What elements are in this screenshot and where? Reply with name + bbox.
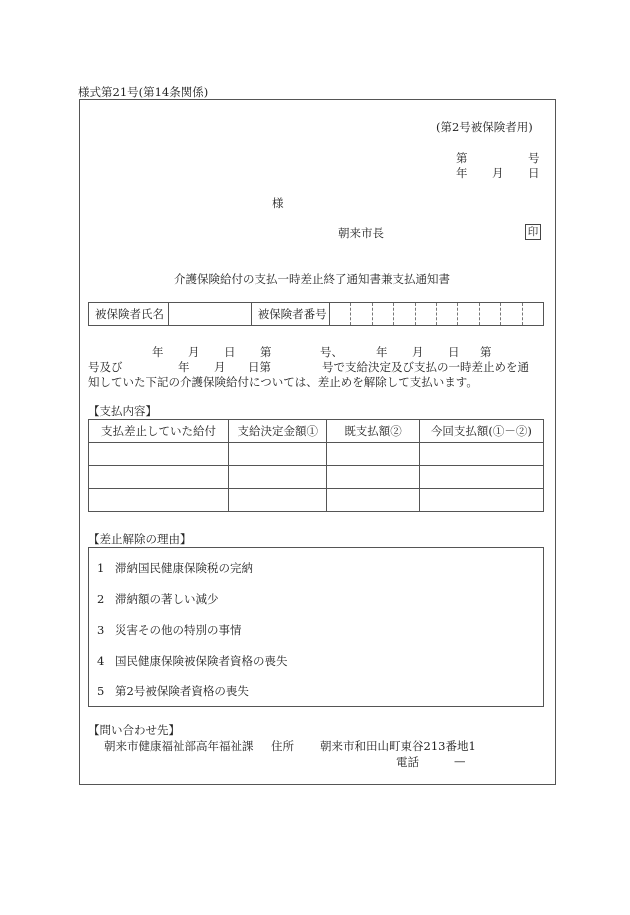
seal-mark: 印 [525,224,541,240]
list-item [97,683,249,699]
reason-text: 第2号被保険者資格の喪失 [115,684,249,698]
number-digit-1[interactable] [330,303,351,326]
reason-text: 災害その他の特別の事情 [115,623,242,637]
reason-text: 国民健康保険被保険者資格の喪失 [115,654,288,668]
payment-header-row [89,420,544,443]
form-id: 様式第21号(第14条関係) [78,85,209,99]
reason-text: 滞納国民健康保険税の完納 [115,561,253,575]
number-digit-2[interactable] [351,303,372,326]
number-digit-10[interactable] [522,303,543,326]
table-cell[interactable] [327,489,419,512]
reasons-box [88,547,544,707]
contact-section-title: 【問い合わせ先】 [88,723,180,737]
col-paid-amount: 既支払額② [327,420,419,443]
table-row [89,443,544,466]
table-cell[interactable] [327,443,419,466]
list-item [97,622,242,638]
reason-text: 滞納額の著しい減少 [115,592,219,606]
col-withheld-benefit: 支払差止していた給付 [89,420,229,443]
table-cell[interactable] [229,443,327,466]
document-title: 介護保険給付の支払一時差止終了通知書兼支払通知書 [174,272,450,286]
body-line2-year: 年 [178,360,190,374]
payment-table [88,419,544,512]
number-go: 号 [528,151,540,165]
issuer-name: 朝来市長 [338,226,384,240]
contact-department: 朝来市健康福祉部高年福祉課 [104,739,254,753]
body-line1-month2: 月 [412,345,424,359]
body-line2-text: 号で支給決定及び支払の一時差止めを通 [322,360,529,374]
body-line1-year1: 年 [152,345,164,359]
reason-number: 4 [97,654,105,668]
insured-name-field[interactable] [169,303,252,326]
table-cell[interactable] [229,466,327,489]
date-year: 年 [456,166,468,180]
contact-phone-label: 電話 [396,755,419,769]
number-digit-3[interactable] [372,303,393,326]
col-current-payment: 今回支払額(①－②) [419,420,543,443]
table-cell[interactable] [89,489,229,512]
col-decided-amount: 支給決定金額① [229,420,327,443]
body-line3: 知していた下記の介護保険給付については、差止めを解除して支払います。 [88,375,478,389]
body-line2-day: 日第 [248,360,271,374]
insured-name-label: 被保険者氏名 [89,303,169,326]
table-cell[interactable] [89,466,229,489]
number-digit-4[interactable] [394,303,415,326]
number-digit-5[interactable] [415,303,436,326]
table-cell[interactable] [419,443,543,466]
body-line1-dai1: 第 [260,345,272,359]
number-digit-6[interactable] [436,303,457,326]
body-line1-day2: 日 [448,345,460,359]
insured-number-label: 被保険者番号 [251,303,329,326]
reason-number: 2 [97,592,105,606]
table-cell[interactable] [89,443,229,466]
body-line2-go-oyobi: 号及び [88,360,123,374]
number-digit-8[interactable] [479,303,500,326]
number-digit-7[interactable] [458,303,479,326]
body-line2-month: 月 [214,360,226,374]
contact-phone-dash: — [454,754,466,768]
body-line1-month1: 月 [188,345,200,359]
insured-category: (第2号被保険者用) [436,120,533,134]
body-line1-day1: 日 [224,345,236,359]
table-cell[interactable] [327,466,419,489]
insured-info-table [88,302,544,326]
recipient-sama: 様 [272,196,284,210]
table-cell[interactable] [419,466,543,489]
table-row [89,489,544,512]
date-month: 月 [492,166,504,180]
table-row [89,466,544,489]
reason-number: 1 [97,561,105,575]
list-item [97,560,253,576]
table-cell[interactable] [229,489,327,512]
reasons-section-title: 【差止解除の理由】 [88,532,192,546]
list-item [97,653,288,669]
payment-section-title: 【支払内容】 [88,404,157,418]
list-item [97,591,219,607]
table-cell[interactable] [419,489,543,512]
contact-address: 朝来市和田山町東谷213番地1 [320,739,476,753]
body-line1-go1: 号、 [320,345,343,359]
reason-number: 3 [97,623,105,637]
reason-number: 5 [97,684,105,698]
contact-address-label: 住所 [271,739,294,753]
body-line1-year2: 年 [376,345,388,359]
body-line1-dai2: 第 [480,345,492,359]
number-dai: 第 [456,151,468,165]
date-day: 日 [528,166,540,180]
number-digit-9[interactable] [501,303,522,326]
